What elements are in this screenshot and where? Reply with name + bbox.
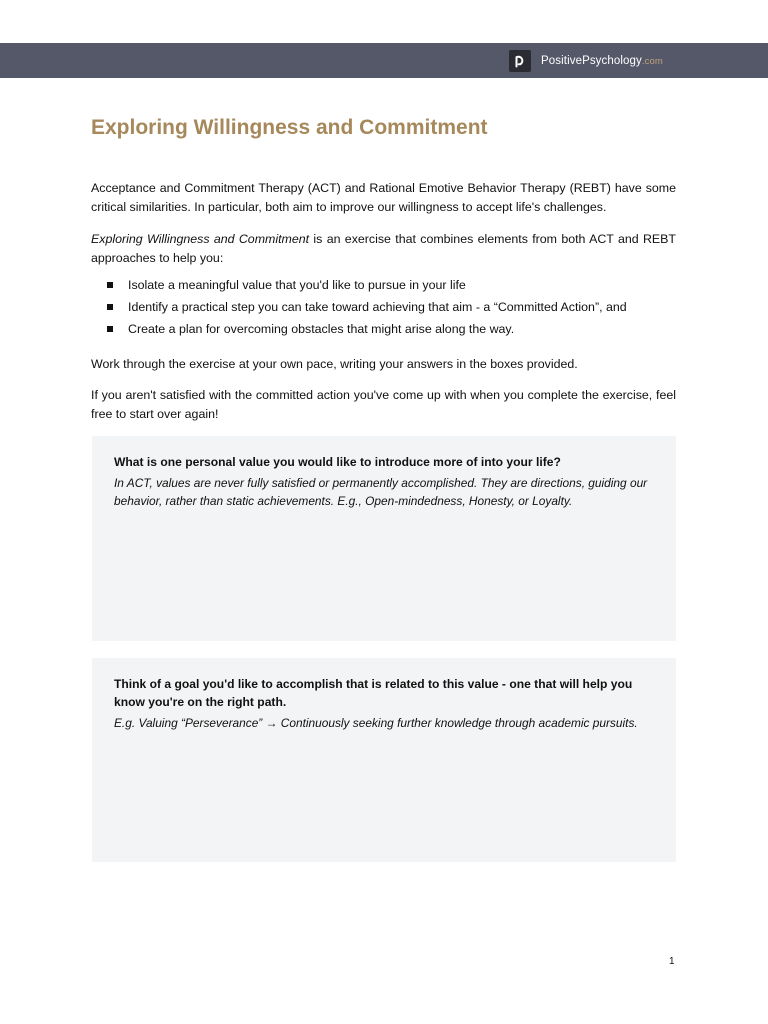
list-item-text: Isolate a meaningful value that you'd like to pursue in your life xyxy=(128,278,466,292)
intro-paragraph: Acceptance and Commitment Therapy (ACT) and Rational Emotive Behavior Therapy (REBT) have some critical similarities. In particular, both aim to improve our willingness to accept life's challenges. xyxy=(91,181,676,214)
answer-box-goal[interactable] xyxy=(92,658,676,862)
list-item-text: Identify a practical step you can take toward achieving that aim - a “Committed Action”, and xyxy=(128,300,627,314)
exercise-name: Exploring Willingness and Commitment xyxy=(91,232,310,246)
answer-box-value[interactable] xyxy=(92,436,676,641)
exercise-intro-text: is an exercise that combines elements from both ACT and REBT approaches to help you: xyxy=(91,232,677,265)
box-hint: E.g. Valuing “Perseverance” → Continuously seeking further knowledge through academic pursuits. xyxy=(114,716,638,730)
bullet-square-icon xyxy=(107,282,113,288)
list-item xyxy=(91,298,676,320)
list-item xyxy=(91,320,676,342)
instruction-paragraph: Work through the exercise at your own pace, writing your answers in the boxes provided. xyxy=(91,357,578,371)
brand[interactable] xyxy=(509,49,663,72)
goals-list xyxy=(91,276,676,342)
bullet-square-icon xyxy=(107,326,113,332)
brand-tld: .com xyxy=(641,55,663,67)
list-item-text: Create a plan for overcoming obstacles that might arise along the way. xyxy=(128,322,515,336)
bullet-square-icon xyxy=(107,304,113,310)
brand-name: PositivePsychology.com xyxy=(541,54,663,67)
box-question: What is one personal value you would like to introduce more of into your life? xyxy=(114,455,561,469)
box-hint: In ACT, values are never fully satisfied or permanently accomplished. They are directions, guiding our behavior, rather than static achievements. E.g., Open-mindedness, Honesty, or Loyalty. xyxy=(114,476,648,508)
header-bar xyxy=(0,43,768,78)
box-question: Think of a goal you'd like to accomplish that is related to this value - one that will help you know you're on the right path. xyxy=(114,677,633,709)
page-title: Exploring Willingness and Commitment xyxy=(91,116,488,139)
exercise-intro-paragraph xyxy=(91,230,676,267)
list-item xyxy=(91,276,676,298)
page-number: 1 xyxy=(669,956,675,967)
restart-note-paragraph: If you aren't satisfied with the committed action you've come up with when you complete the exercise, feel free to start over again! xyxy=(91,388,676,421)
positive-psychology-logo-icon xyxy=(509,50,531,72)
